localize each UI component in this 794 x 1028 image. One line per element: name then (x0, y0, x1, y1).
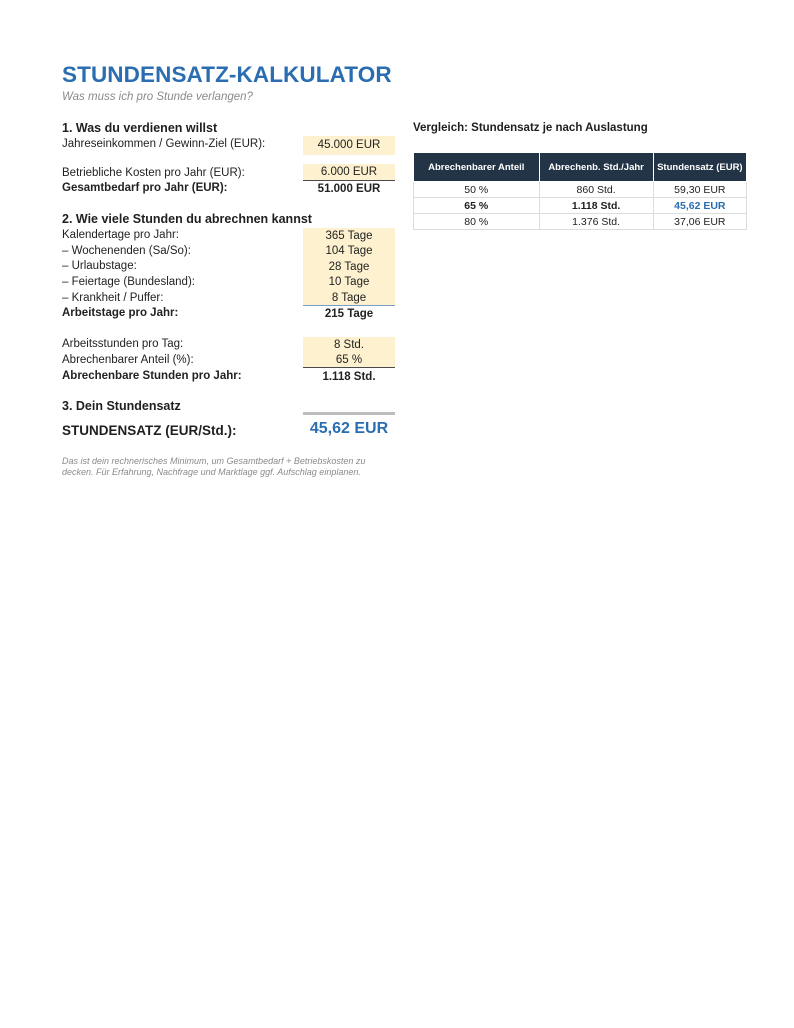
billable-hours-label: Abrechenbare Stunden pro Jahr: (62, 370, 242, 382)
total-need-value: 51.000 EUR (317, 183, 381, 195)
calendar-days-label: Kalendertage pro Jahr: (62, 229, 179, 241)
costs-label: Betriebliche Kosten pro Jahr (EUR): (62, 167, 245, 179)
column-header: Stundensatz (EUR) (653, 153, 746, 182)
table-cell: 1.376 Std. (539, 214, 653, 230)
table-cell: 80 % (414, 214, 540, 230)
table-cell: 50 % (414, 182, 540, 198)
workdays-label: Arbeitstage pro Jahr: (62, 307, 179, 319)
total-need-label: Gesamtbedarf pro Jahr (EUR): (62, 182, 228, 194)
page-subtitle: Was muss ich pro Stunde verlangen? (62, 91, 253, 103)
hours-per-day-label: Arbeitsstunden pro Tag: (62, 338, 184, 350)
page-title: STUNDENSATZ-KALKULATOR (62, 62, 392, 87)
table-cell: 37,06 EUR (653, 214, 746, 230)
sick-buffer-label: – Krankheit / Puffer: (62, 292, 164, 304)
calendar-days-input[interactable]: 365 Tage (303, 228, 395, 244)
table-row (414, 214, 747, 230)
section-2-heading: 2. Wie viele Stunden du abrechnen kannst (62, 212, 312, 226)
section-1-heading: 1. Was du verdienen willst (62, 121, 218, 135)
hourly-rate-label: STUNDENSATZ (EUR/Std.): (62, 423, 237, 438)
result-divider (303, 412, 395, 415)
hours-per-day-input[interactable]: 8 Std. (303, 337, 395, 353)
divider (303, 367, 395, 368)
income-label: Jahreseinkommen / Gewinn-Ziel (EUR): (62, 138, 266, 150)
table-header-row (414, 153, 747, 182)
table-cell: 65 % (414, 198, 540, 214)
billable-hours-value: 1.118 Std. (322, 371, 376, 383)
holidays-input[interactable]: 10 Tage (303, 274, 395, 290)
table-cell: 59,30 EUR (653, 182, 746, 198)
income-input[interactable]: 45.000 EUR (303, 136, 395, 155)
comparison-table (413, 152, 747, 230)
comparison-title: Vergleich: Stundensatz je nach Auslastung (413, 122, 648, 134)
billable-share-input[interactable]: 65 % (303, 352, 395, 367)
table-cell: 45,62 EUR (653, 198, 746, 214)
billable-share-label: Abrechenbarer Anteil (%): (62, 354, 194, 366)
column-header: Abrechenbarer Anteil (414, 153, 540, 182)
sick-buffer-input[interactable]: 8 Tage (303, 290, 395, 305)
workdays-value: 215 Tage (324, 308, 374, 320)
table-cell: 860 Std. (539, 182, 653, 198)
costs-input[interactable]: 6.000 EUR (303, 164, 395, 180)
footnote: Das ist dein rechnerisches Minimum, um Gesamtbedarf + Betriebskosten zu decken. Für Erfahrung, Nachfrage und Marktlage ggf. Aufschlag einplanen. (62, 456, 366, 477)
weekends-input[interactable]: 104 Tage (303, 243, 395, 259)
column-header: Abrechenb. Std./Jahr (539, 153, 653, 182)
holidays-label: – Feiertage (Bundesland): (62, 276, 195, 288)
table-row (414, 182, 747, 198)
hourly-rate-value: 45,62 EUR (309, 420, 389, 437)
section-3-heading: 3. Dein Stundensatz (62, 399, 181, 413)
vacation-input[interactable]: 28 Tage (303, 259, 395, 275)
weekends-label: – Wochenenden (Sa/So): (62, 245, 191, 257)
table-row-highlighted (414, 198, 747, 214)
table-cell: 1.118 Std. (539, 198, 653, 214)
vacation-label: – Urlaubstage: (62, 260, 137, 272)
